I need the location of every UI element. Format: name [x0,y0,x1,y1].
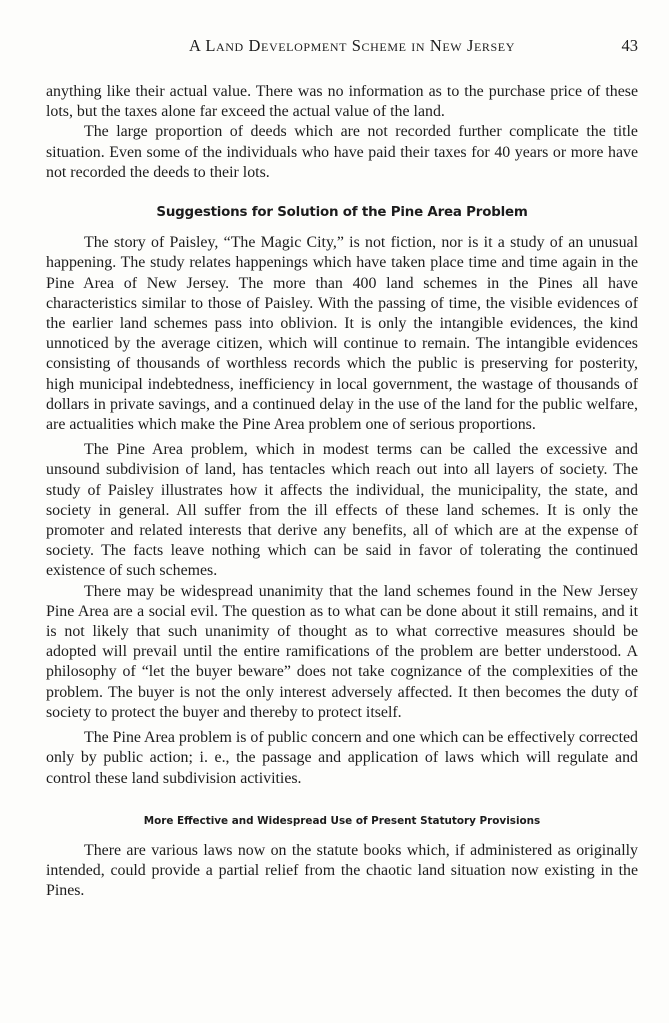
running-head [46,36,638,60]
page-number: 43 [621,36,638,55]
paragraph-unanimity: There may be widespread unanimity that the land schemes found in the New Jersey Pine Area are a social evil. The question as to what can be done about it still remains, and it is not likely that such unanimity of thought as to what corrective measures should be adopted will prevail until the entire ramifications of the problem are better understood. A philosophy of “let the buyer beware” does not take cognizance of the complexities of the problem. The buyer is not the only interest adversely affected. It then becomes the duty of society to protect the buyer and thereby to protect itself. [46,582,638,721]
paragraph-public-concern: The Pine Area problem is of public concern and one which can be effectively corrected only by public action; i. e., the passage and application of laws which will regulate and control these land subdivision activities. [46,729,638,787]
book-page [46,36,638,902]
paragraph-unrecorded-deeds: The large proportion of deeds which are not recorded further complicate the title situation. Even some of the individuals who have paid their taxes for 40 years or more have not recorded the deeds to their lots. [46,123,638,181]
section-heading-suggestions: Suggestions for Solution of the Pine Area Problem [156,205,528,221]
subsection-heading-statutory: More Effective and Widespread Use of Present Statutory Provisions [143,814,541,827]
paragraph-various-laws: There are various laws now on the statute books which, if administered as originally intended, could provide a partial relief from the chaotic land situation now existing in the Pines. [46,841,638,900]
running-title: A Land Development Scheme in New Jersey [189,36,515,55]
paragraph-paisley-story: The story of Paisley, “The Magic City,” is not fiction, nor is it a study of an unusual happening. The study relates happenings which have taken place time and time again in the Pine Area of New Jersey. The more than 400 land schemes in the Pines all have characteristics similar to those of Paisley. With the passing of time, the visible evidences of the earlier land schemes pass into oblivion. It is only the intangible evidences, the kind unnoticed by the average citizen, which will continue to remain. The intangible evidences consisting of thousands of worthless records which the public is preserving for posterity, high municipal indebtedness, inefficiency in local government, the wastage of thousands of dollars in private savings, and a continued delay in the use of the land for the public welfare, are actualities which make the Pine Area problem one of serious proportions. [46,234,638,434]
paragraph-continued: anything like their actual value. There was no information as to the purchase price of these lots, but the taxes alone far exceed the actual value of the land. [46,83,638,121]
paragraph-pine-area-problem: The Pine Area problem, which in modest terms can be called the excessive and unsound subdivision of land, has tentacles which reach out into all layers of society. The study of Paisley illustrates how it affects the individual, the municipality, the state, and society in general. All suffer from the ill effects of these land schemes. It is only the promoter and related interests that derive any benefits, all of which are at the expense of society. The facts leave nothing which can be said in favor of tolerating the continued existence of such schemes. [46,441,638,580]
